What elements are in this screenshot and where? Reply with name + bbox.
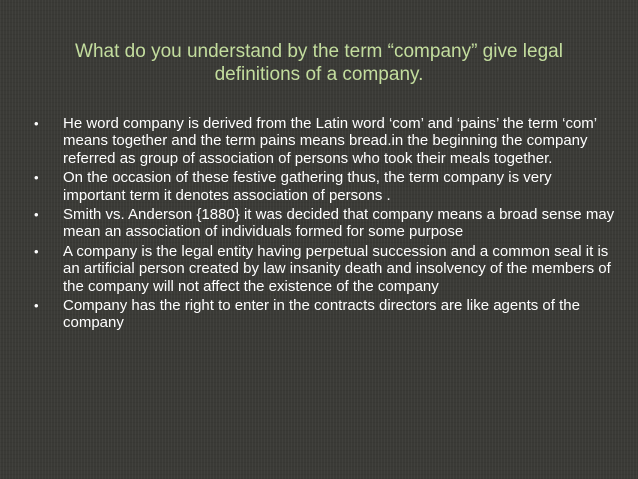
bullet-marker-icon: • (34, 207, 39, 223)
bullet-text: He word company is derived from the Latin word ‘com’ and ‘pains’ the term ‘com’ means together and the term pains means bread.in the beginning the company referred as group of association of persons who took their meals together. (63, 115, 597, 167)
bullet-item (30, 206, 615, 241)
bullet-item (30, 115, 615, 167)
bullet-item (30, 243, 615, 295)
bullet-text: Smith vs. Anderson {1880} it was decided that company means a broad sense may mean an association of individuals formed for some purpose (63, 206, 615, 241)
bullet-text: Company has the right to enter in the contracts directors are like agents of the company (63, 297, 580, 332)
bullet-text: A company is the legal entity having perpetual succession and a common seal it is an artificial person created by law insanity death and insolvency of the members of the company will not affect the existence of the company (63, 242, 611, 295)
bullet-marker-icon: • (34, 298, 39, 314)
bullet-marker-icon: • (34, 243, 39, 259)
bullet-text: On the occasion of these festive gathering thus, the term company is very important term it denotes association of persons . (63, 169, 552, 204)
bullet-list (30, 115, 615, 334)
bullet-item (30, 169, 615, 204)
slide-title: What do you understand by the term “company” give legal definitions of a company. (75, 41, 563, 85)
bullet-marker-icon: • (34, 116, 39, 131)
bullet-marker-icon: • (34, 170, 39, 186)
bullet-item (30, 297, 615, 332)
